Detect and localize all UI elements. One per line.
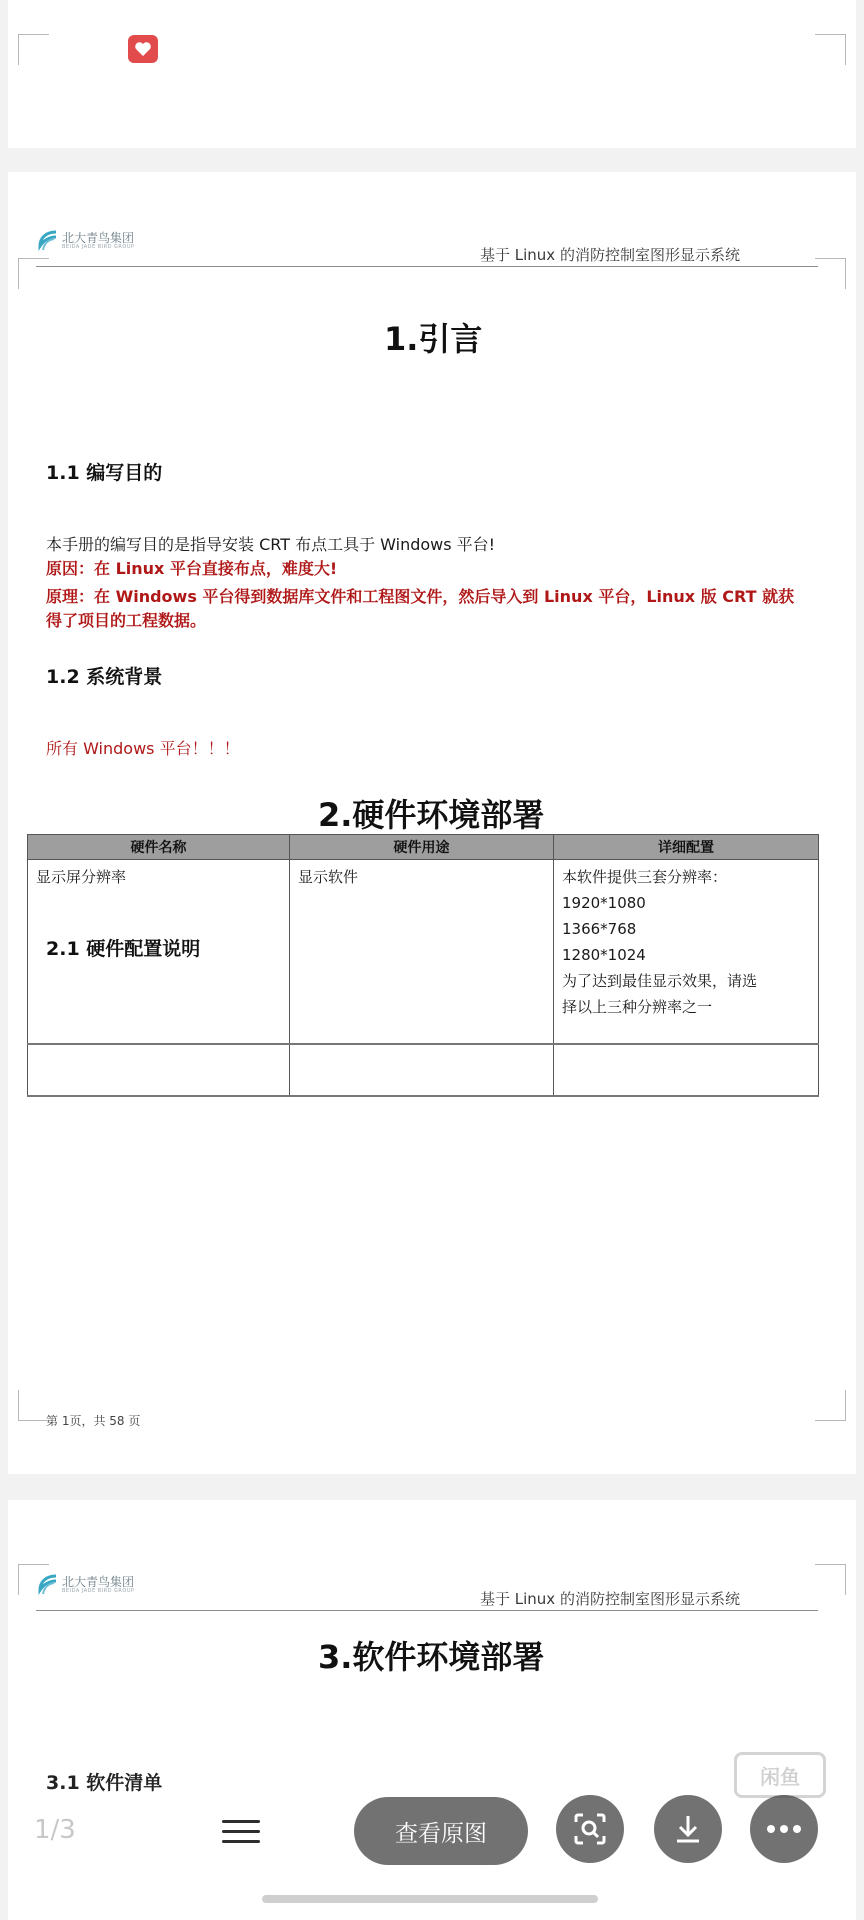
heading-software-list: 3.1 软件清单 [46, 1772, 163, 1794]
table-cell [554, 860, 819, 1044]
heading-hardware-config: 2.1 硬件配置说明 [46, 938, 201, 960]
crop-mark [815, 1390, 846, 1421]
crop-mark [815, 1564, 846, 1595]
header-rule [36, 1610, 818, 1611]
cell-text: 择以上三种分辨率之一 [562, 998, 713, 1016]
table-cell [28, 1044, 290, 1096]
table-header: 硬件用途 [290, 835, 554, 860]
crop-mark [815, 34, 846, 65]
table-header: 硬件名称 [28, 835, 290, 860]
page-counter: 1/3 [34, 1815, 76, 1845]
heading-background: 1.2 系统背景 [46, 666, 163, 688]
table-header-row [28, 835, 819, 860]
purpose-text: 本手册的编写目的是指导安装 CRT 布点工具于 Windows 平台! [46, 535, 496, 554]
image-viewer-toolbar [0, 1795, 864, 1867]
cell-text: 本软件提供三套分辨率： [562, 868, 728, 886]
document-header-title: 基于 Linux 的消防控制室图形显示系统 [480, 246, 740, 264]
table-cell [290, 1044, 554, 1096]
cell-text: 1280*1024 [562, 946, 646, 964]
cell-text: 为了达到最佳显示效果，请选 [562, 972, 758, 990]
heading-introduction: 1.引言 [384, 320, 483, 358]
document-header-title: 基于 Linux 的消防控制室图形显示系统 [480, 1590, 740, 1608]
document-page-top [8, 0, 856, 148]
home-indicator[interactable] [262, 1895, 598, 1903]
logo-text: 北大青鸟集团 [62, 1575, 135, 1589]
page-footer: 第 1页，共 58 页 [46, 1414, 141, 1428]
crop-mark [815, 258, 846, 289]
table-row [28, 860, 819, 1044]
heading-hardware: 2.硬件环境部署 [318, 796, 545, 834]
scan-icon [572, 1811, 608, 1847]
table-cell [554, 1044, 819, 1096]
cell-text: 显示软件 [298, 868, 359, 886]
cell-text: 显示屏分辨率 [36, 868, 127, 886]
view-original-button[interactable]: 查看原图 [354, 1797, 528, 1865]
crop-mark [18, 1390, 49, 1421]
more-icon [766, 1824, 802, 1834]
principle-text-1: 原理：在 Windows 平台得到数据库文件和工程图文件，然后导入到 Linux 平台，Linux 版 CRT 就获 [46, 587, 795, 606]
company-logo [36, 228, 135, 254]
logo-subtext: BEIDA JADE BIRD GROUP [62, 1588, 135, 1594]
table-cell [290, 860, 554, 1044]
reason-text: 原因：在 Linux 平台直接布点，难度大! [46, 559, 338, 578]
download-button[interactable] [654, 1795, 722, 1863]
header-rule [36, 266, 818, 267]
logo-text: 北大青鸟集团 [62, 231, 135, 245]
crop-mark [18, 34, 49, 65]
crop-mark [18, 258, 49, 289]
cell-text: 1920*1080 [562, 894, 646, 912]
watermark-stamp: 闲鱼 [734, 1752, 826, 1798]
background-text: 所有 Windows 平台！！！ [46, 739, 240, 758]
company-logo [36, 1572, 135, 1598]
more-button[interactable] [750, 1795, 818, 1863]
table-header: 详细配置 [554, 835, 819, 860]
menu-icon[interactable] [222, 1813, 260, 1847]
download-icon [671, 1812, 705, 1846]
scan-button[interactable] [556, 1795, 624, 1863]
cell-text: 1366*768 [562, 920, 637, 938]
table-row [28, 1044, 819, 1096]
table-cell [28, 860, 290, 1044]
heading-purpose: 1.1 编写目的 [46, 462, 163, 484]
principle-text-2: 得了项目的工程数据。 [46, 611, 207, 630]
heading-software: 3.软件环境部署 [318, 1638, 545, 1676]
hardware-table [27, 834, 819, 1097]
heart-badge-icon[interactable] [128, 35, 158, 63]
bird-logo-icon [36, 1572, 58, 1598]
bird-logo-icon [36, 228, 58, 254]
logo-subtext: BEIDA JADE BIRD GROUP [62, 244, 135, 250]
